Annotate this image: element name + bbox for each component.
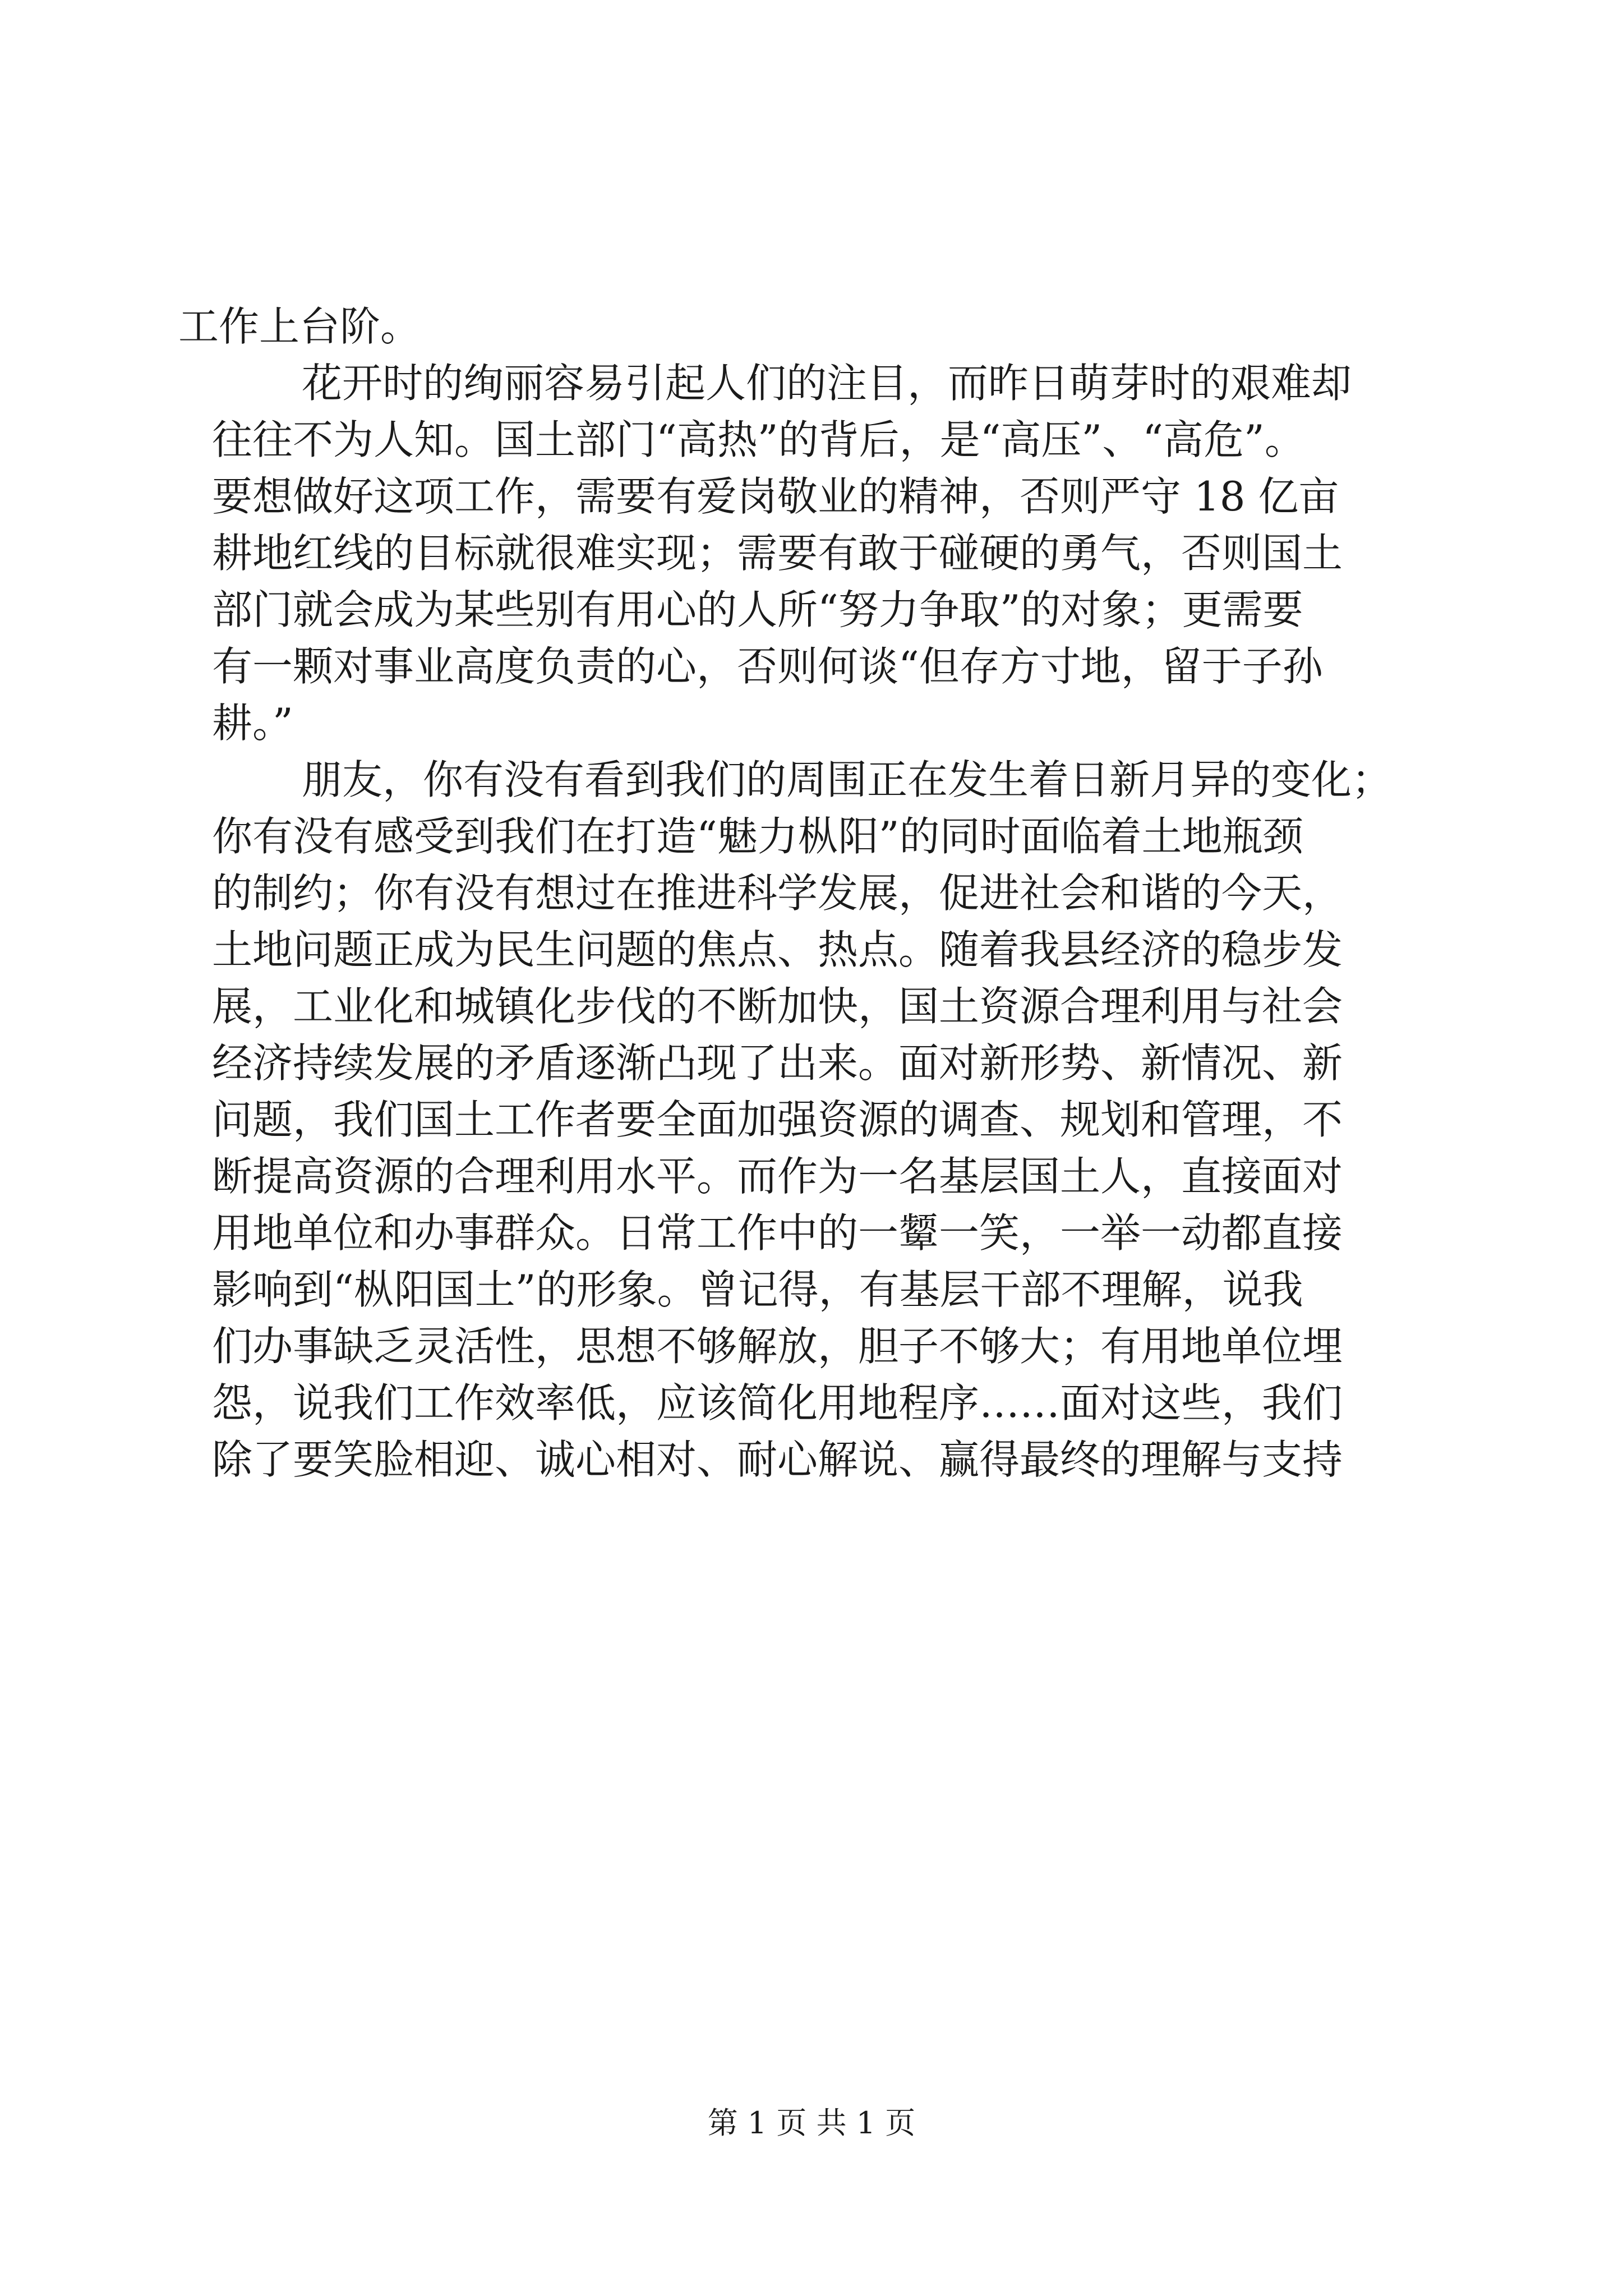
text-line: 用地单位和办事群众。日常工作中的一颦一笑，一举一动都直接 xyxy=(212,1209,1343,1257)
text-line: 影响到“枞阳国土”的形象。曾记得，有基层干部不理解，说我 xyxy=(212,1266,1303,1313)
text-line: 土地问题正成为民生问题的焦点、热点。随着我县经济的稳步发 xyxy=(212,926,1343,973)
text-line: 问题，我们国土工作者要全面加强资源的调查、规划和管理，不 xyxy=(212,1096,1343,1143)
text-line: 怨，说我们工作效率低，应该简化用地程序……面对这些，我们 xyxy=(212,1379,1343,1427)
text-line: 经济持续发展的矛盾逐渐凸现了出来。面对新形势、新情况、新 xyxy=(212,1039,1343,1087)
text-line: 你有没有感受到我们在打造“魅力枞阳”的同时面临着土地瓶颈 xyxy=(212,813,1303,860)
text-line: 除了要笑脸相迎、诚心相对、耐心解说、赢得最终的理解与支持 xyxy=(212,1436,1343,1483)
paragraph-first-line: 花开时的绚丽容易引起人们的注目，而昨日萌芽时的艰难却 xyxy=(302,360,1352,407)
text-line: 工作上台阶。 xyxy=(178,303,421,350)
text-line: 要想做好这项工作，需要有爱岗敬业的精神，否则严守 18 亿亩 xyxy=(212,473,1339,520)
text-line: 们办事缺乏灵活性，思想不够解放，胆子不够大；有用地单位埋 xyxy=(212,1323,1343,1370)
page-number-footer: 第 1 页 共 1 页 xyxy=(707,2105,916,2141)
text-line: 部门就会成为某些别有用心的人所“努力争取”的对象；更需要 xyxy=(212,586,1303,633)
text-line: 耕。” xyxy=(212,700,293,747)
text-line: 断提高资源的合理利用水平。而作为一名基层国土人，直接面对 xyxy=(212,1153,1343,1200)
text-line: 展，工业化和城镇化步伐的不断加快，国土资源合理利用与社会 xyxy=(212,983,1343,1030)
paragraph-first-line: 朋友，你有没有看到我们的周围正在发生着日新月异的变化； xyxy=(302,756,1393,803)
text-line: 有一颗对事业高度负责的心，否则何谈“但存方寸地，留于子孙 xyxy=(212,643,1323,690)
text-line: 的制约；你有没有想过在推进科学发展，促进社会和谐的今天， xyxy=(212,869,1343,917)
text-line: 耕地红线的目标就很难实现；需要有敢于碰硬的勇气，否则国土 xyxy=(212,530,1343,577)
text-line: 往往不为人知。国土部门“高热”的背后，是“高压”、“高危”。 xyxy=(212,416,1305,463)
